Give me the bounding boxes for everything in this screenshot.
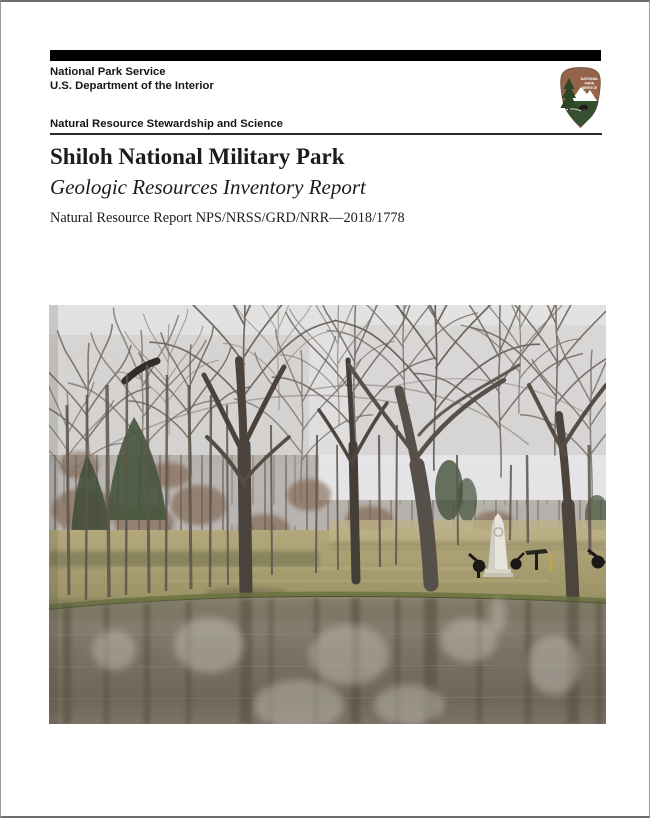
agency-block	[50, 65, 214, 93]
svg-text:PARK: PARK	[584, 81, 595, 86]
photo-vignette	[49, 305, 58, 724]
cover-photo	[49, 305, 606, 724]
header-rule	[50, 133, 602, 135]
park-title: Shiloh National Military Park	[50, 144, 345, 169]
nps-arrowhead-logo	[558, 66, 603, 129]
svg-text:NATIONAL: NATIONAL	[580, 77, 599, 81]
yellow-post	[549, 554, 552, 571]
program-name: Natural Resource Stewardship and Science	[50, 118, 283, 130]
agency-line-1: National Park Service	[50, 66, 166, 78]
report-subtitle: Geologic Resources Inventory Report	[50, 175, 366, 199]
report-number: Natural Resource Report NPS/NRSS/GRD/NRR—2018/1778	[50, 210, 405, 226]
header-black-bar	[50, 50, 601, 61]
agency-line-2: U.S. Department of the Interior	[50, 80, 214, 92]
svg-text:SERVICE: SERVICE	[581, 86, 598, 90]
